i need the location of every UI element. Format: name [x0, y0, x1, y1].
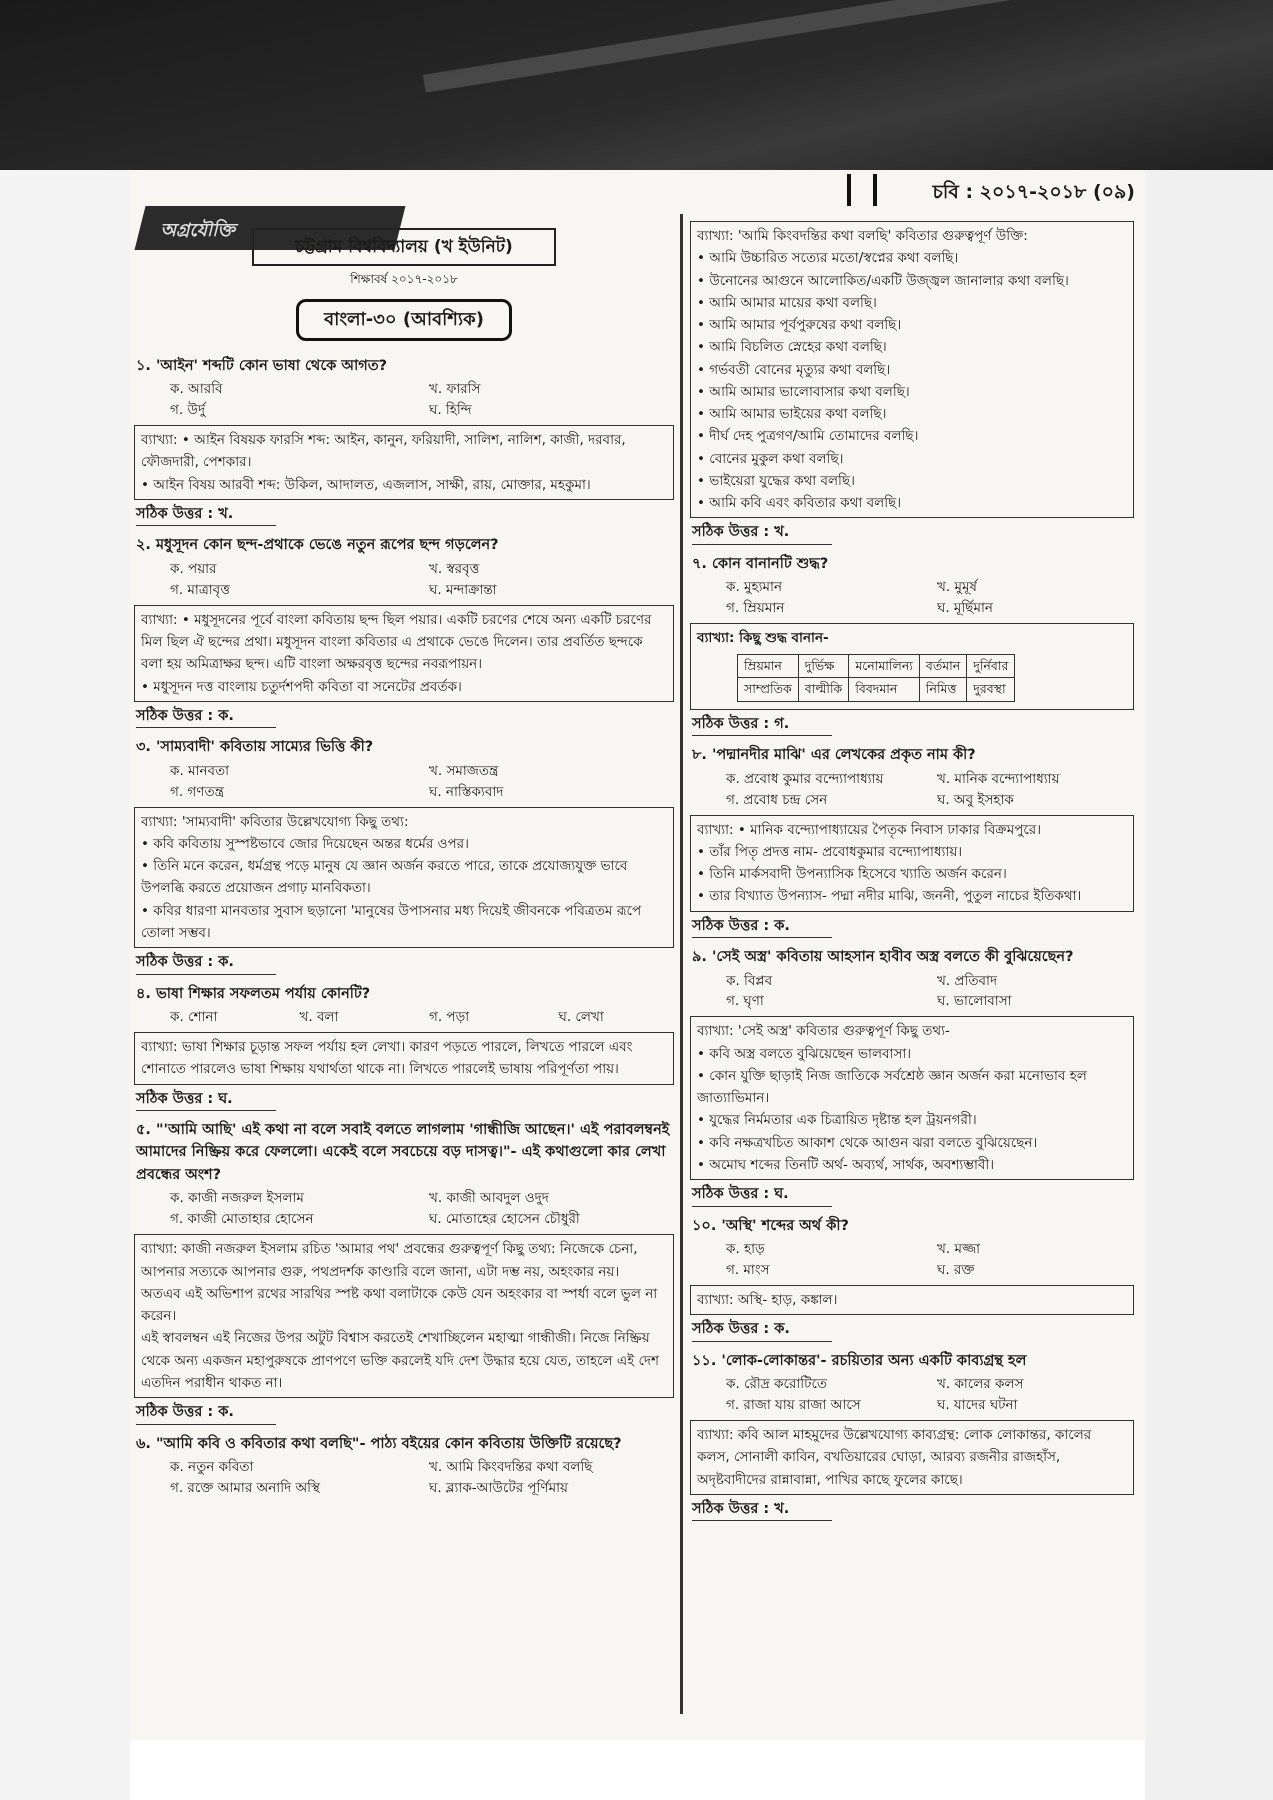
- option: ক. বিপ্লব: [726, 972, 773, 989]
- options-5: [170, 1188, 678, 1230]
- explanation-line: • কবি কবিতায় সুস্পষ্টভাবে জোর দিয়েছেন অন্তর ধর্মের ওপর।: [141, 835, 469, 852]
- option: খ. আমি কিংবদন্তির কথা বলছি: [429, 1459, 593, 1476]
- explanation-line: ব্যাখ্যা: • আইন বিষয়ক ফারসি শব্দ: আইন, কানুন, ফরিয়াদী, সালিশ, নালিশ, কাজী, দরবার, ফৌজদারী, পেশকার।: [141, 432, 626, 471]
- question-7: ৭. কোন বানানটি শুদ্ধ?: [692, 555, 829, 572]
- question-9: ৯. 'সেই অস্ত্র' কবিতায় আহসান হাবীব অস্ত্র বলতে কী বুঝিয়েছেন?: [692, 949, 1074, 966]
- explanation-line: ব্যাখ্যা: • মধুসূদনের পূর্বে বাংলা কবিতায় ছন্দ ছিল পয়ার। একটি চরণের শেষে অন্য একটি চরণের মিল ছিল ঐ ছন্দের প্রথা। মধুসূদন বাংলা কবিতার এ প্রথাকে ভেঙে দিলেন। তার প্রবর্তিত ছন্দকে বলা হয় অমিত্রাক্ষর ছন্দ। এটি বাংলা অক্ষরবৃত্ত ছন্দের নবরূপায়ন।: [141, 611, 652, 673]
- question-1: ১. 'আইন' শব্দটি কোন ভাষা থেকে আগত?: [136, 357, 388, 374]
- options-8: [726, 769, 1138, 811]
- option: ঘ. লেখা: [558, 1009, 604, 1026]
- brand-text: অগ্রযৌক্তি: [160, 220, 235, 241]
- option: গ. মাংস: [726, 1262, 770, 1279]
- explanation-line: ব্যাখ্যা: 'সাম্যবাদী' কবিতার উল্লেখযোগ্য কিছু তথ্য:: [141, 813, 409, 830]
- explanation-line: • তার বিখ্যাত উপন্যাস- পদ্মা নদীর মাঝি, জননী, পুতুল নাচের ইতিকথা।: [697, 888, 1082, 905]
- answer-3: সঠিক উত্তর : ক.: [136, 951, 276, 974]
- question-10: ১০. 'অস্থি' শব্দের অর্থ কী?: [692, 1217, 849, 1234]
- spelling-table: [737, 654, 1015, 702]
- table-cell: মনোমালিন্য: [849, 654, 920, 678]
- answer-10: সঠিক উত্তর : ক.: [692, 1318, 832, 1341]
- option: গ. উর্দু: [170, 402, 206, 419]
- explanation-line: • কবি নক্ষত্রখচিত আকাশ থেকে আগুন ঝরা বলতে বুঝিয়েছেন।: [697, 1134, 1038, 1151]
- option: খ. স্বরবৃত্ত: [429, 560, 480, 577]
- explanation-line: ব্যাখ্যা: 'আমি কিংবদন্তির কথা বলছি' কবিতার গুরুত্বপূর্ণ উক্তি:: [697, 228, 1028, 244]
- option: গ. পড়া: [429, 1009, 470, 1026]
- table-row: [738, 654, 1015, 678]
- explanation-line: • আইন বিষয় আরবী শব্দ: উকিল, আদালত, এজলাস, সাক্ষী, রায়, মোক্তার, মহকুমা।: [141, 476, 591, 493]
- option: ঘ. যাদের ঘটনা: [937, 1397, 1018, 1414]
- table-cell: বিবদমান: [849, 678, 920, 702]
- option: খ. মজ্জা: [937, 1241, 981, 1258]
- options-4: [170, 1007, 678, 1028]
- option: গ. কাজী মোতাহার হোসেন: [170, 1211, 314, 1228]
- explanation-line: • গর্ভবতী বোনের মৃত্যুর কথা বলছি।: [697, 361, 891, 378]
- option: গ. মাত্রাবৃত্ত: [170, 581, 230, 598]
- option: খ. কাজী আবদুল ওদুদ: [429, 1190, 549, 1207]
- option: ঘ. মূর্ছিমান: [937, 600, 993, 617]
- question-11: ১১. 'লোক-লোকান্তর'- রচয়িতার অন্য একটি কাব্যগ্রন্থ হল: [692, 1352, 1027, 1369]
- explanation-line: • আমি কবি এবং কবিতার কথা বলছি।: [697, 495, 902, 512]
- options-9: [726, 971, 1138, 1013]
- explanation-7: [690, 623, 1134, 710]
- options-7: [726, 577, 1138, 619]
- option: গ. ম্রিয়মান: [726, 600, 785, 617]
- option: ক. কাজী নজরুল ইসলাম: [170, 1190, 304, 1207]
- table-row: [738, 678, 1015, 702]
- explanation-line: • আমি আমার মায়ের কথা বলছি।: [697, 294, 877, 311]
- explanation-label: ব্যাখ্যা: কিছু শুদ্ধ বানান-: [697, 630, 829, 647]
- explanation-11: [690, 1420, 1134, 1495]
- answer-2: সঠিক উত্তর : ক.: [136, 705, 276, 728]
- option: ঘ. রক্ত: [937, 1262, 975, 1279]
- answer-7: সঠিক উত্তর : গ.: [692, 713, 832, 736]
- table-cell: বর্তমান: [919, 654, 966, 678]
- explanation-line: • তিনি মার্কসবাদী উপন্যাসিক হিসেবে খ্যাতি অর্জন করেন।: [697, 866, 1007, 883]
- light-streak: [423, 0, 1117, 93]
- options-2: [170, 559, 678, 601]
- answer-1: সঠিক উত্তর : খ.: [136, 503, 276, 526]
- option: ক. মুহ্যমান: [726, 579, 782, 596]
- explanation-line: • তিনি মনে করেন, ধর্মগ্রন্থ পড়ে মানুষ যে জ্ঞান অর্জন করতে পারে, তাকে প্রযোজ্যযুক্ত ভাবে উপলব্ধি করতে প্রয়োজন প্রগাঢ় মানবিকতা।: [141, 858, 628, 897]
- answer-8: সঠিক উত্তর : ক.: [692, 915, 832, 938]
- explanation-3: [134, 807, 674, 949]
- option: ঘ. ব্ল্যাক-আউটের পূর্ণিমায়: [429, 1479, 568, 1496]
- right-margin: [1145, 170, 1273, 1800]
- explanation-line: ব্যাখ্যা: কবি আল মাহমুদের উল্লেখযোগ্য কাব্যগ্রন্থ: লোক লোকান্তর, কালের কলস, সোনালী কাবিন, বখতিয়ারের ঘোড়া, আরব্য রজনীর রাজহাঁস, অদৃষ্টবাদীদের রান্নাবান্না, পাখির কাছে ফুলের কাছে।: [697, 1427, 1092, 1488]
- explanation-line: • ভাইয়েরা যুদ্ধের কথা বলছি।: [697, 472, 855, 489]
- explanation-line: • আমি আমার ভাইয়ের কথা বলছি।: [697, 406, 887, 423]
- option: ক. আরবি: [170, 381, 223, 398]
- university-title: চট্টগ্রাম বিশ্ববিদ্যালয় (খ ইউনিট): [252, 228, 556, 266]
- options-6: [170, 1457, 678, 1499]
- option: ক. পয়ার: [170, 560, 217, 577]
- explanation-1: [134, 425, 674, 500]
- answer-11: সঠিক উত্তর : খ.: [692, 1498, 832, 1521]
- explanation-line: • আমি বিচলিত স্নেহের কথা বলছি।: [697, 339, 887, 356]
- explanation-10: [690, 1285, 1134, 1315]
- answer-5: সঠিক উত্তর : ক.: [136, 1401, 276, 1424]
- explanation-line: • আমি আমার পূর্বপুরুষের কথা বলছি।: [697, 317, 902, 334]
- option: ক. শোনা: [170, 1009, 218, 1026]
- answer-4: সঠিক উত্তর : ঘ.: [136, 1088, 276, 1111]
- option: খ. কালের কলস: [937, 1376, 1024, 1393]
- options-10: [726, 1239, 1138, 1281]
- option: গ. ঘৃণা: [726, 993, 764, 1010]
- table-cell: দুর্নিবার: [967, 654, 1015, 678]
- subject-title: বাংলা-৩০ (আবশ্যিক): [296, 299, 512, 341]
- explanation-line: • বোনের মুকুল কথা বলছি।: [697, 450, 844, 467]
- option: খ. মুমূর্ষ: [937, 579, 977, 596]
- option: খ. মানিক বন্দ্যোপাধ্যায়: [937, 770, 1060, 787]
- explanation-line: • কবির ধারণা মানবতার সুবাস ছড়ানো 'মানুষের উপাসনার মধ্য দিয়েই জীবনকে পবিত্রতম রূপে তোলা সম্ভব।: [141, 902, 642, 941]
- explanation-line: ব্যাখ্যা: 'সেই অস্ত্র' কবিতার গুরুত্বপূর্ণ কিছু তথ্য-: [697, 1023, 950, 1040]
- option: ক. প্রবোধ কুমার বন্দ্যোপাধ্যায়: [726, 770, 884, 787]
- option: ক. মানবতা: [170, 762, 230, 779]
- option: ক. হাড়: [726, 1241, 765, 1258]
- option: খ. প্রতিবাদ: [937, 972, 998, 989]
- explanation-8: [690, 815, 1134, 912]
- option: ঘ. মোতাহের হোসেন চৌধুরী: [429, 1211, 580, 1228]
- option: ঘ. ভালোবাসা: [937, 993, 1012, 1010]
- option: ঘ. মন্দাক্রান্তা: [429, 581, 497, 598]
- option: ঘ. হিন্দি: [429, 402, 472, 419]
- explanation-line: ব্যাখ্যা: কাজী নজরুল ইসলাম রচিত 'আমার পথ' প্রবন্ধের গুরুত্বপূর্ণ কিছু তথ্য: নিজেকে চেনা, আপনার সত্যকে আপনার গুরু, পথপ্রদর্শক কাণ্ডারি বলে জানা, এটা দম্ভ নয়, অহংকার নয়।: [141, 1241, 638, 1280]
- page-header: [130, 170, 1145, 210]
- answer-6: সঠিক উত্তর : খ.: [692, 521, 832, 544]
- explanation-line: • উনোনের আগুনে আলোকিত/একটি উজ্জ্বল জানালার কথা বলছি।: [697, 272, 1069, 289]
- explanation-line: • তাঁর পিতৃ প্রদত্ত নাম- প্রবোধকুমার বন্দ্যোপাধ্যায়।: [697, 843, 963, 860]
- question-paper-page: [130, 170, 1145, 1740]
- question-6: ৬. "আমি কবি ও কবিতার কথা বলছি"- পাঠ্য বইয়ের কোন কবিতায় উক্তিটি রয়েছে?: [136, 1435, 622, 1452]
- option: খ. ফারসি: [429, 381, 481, 398]
- question-5: ৫. "'আমি আছি' এই কথা না বলে সবাই বলতে লাগলাম 'গান্ধীজি আছেন।' এই পরাবলম্বনই আমাদের নিষ্ক্রিয় করে ফেললো। একেই বলে সবচেয়ে বড় দাসত্ব।"- এই কথাগুলো কার লেখা প্রবন্ধের অংশ?: [136, 1122, 670, 1183]
- explanation-line: ব্যাখ্যা: অস্থি- হাড়, কঙ্কাল।: [697, 1292, 838, 1309]
- option: গ. রাজা যায় রাজা আসে: [726, 1397, 861, 1414]
- option: খ. সমাজতন্ত্র: [429, 762, 499, 779]
- explanation-6: [690, 221, 1134, 518]
- explanation-line: ব্যাখ্যা: ভাষা শিক্ষার চূড়ান্ত সফল পর্যায় হল লেখা। কারণ পড়তে পারলে, লিখতে পারলে এবং শোনাতে পারলেও ভাষা শিক্ষায় যথার্থতা থাকে না। লিখতে পারলেই ভাষায় পরিপূর্ণতা পায়।: [141, 1039, 633, 1078]
- option: গ. গণতন্ত্র: [170, 783, 224, 800]
- option: ক. নতুন কবিতা: [170, 1459, 254, 1476]
- left-margin: [0, 170, 130, 1800]
- table-cell: সাম্প্রতিক: [738, 678, 799, 702]
- explanation-line: এই স্বাবলম্বন এই নিজের উপর অটুট বিশ্বাস করতেই শেখাচ্ছিলেন মহাত্মা গান্ধীজী। নিজে নিষ্ক্রিয় থেকে অন্য একজন মহাপুরুষকে প্রাণপণে ভক্তি করলেই যদি দেশ উদ্ধার হয়ে যেত, তাহলে এই দেশ এতদিন পরাধীন থাকত না।: [141, 1330, 659, 1391]
- explanation-9: [690, 1016, 1134, 1180]
- explanation-line: অতএব এই অভিশাপ রথের সারথির স্পষ্ট কথা বলাটাকে কেউ যেন অহংকার বা স্পর্ধা বলে ভুল না করেন।: [141, 1285, 658, 1325]
- right-column: [686, 218, 1138, 1718]
- question-2: ২. মধুসূদন কোন ছন্দ-প্রথাকে ভেঙে নতুন রূপের ছন্দ গড়লেন?: [136, 537, 499, 554]
- option: গ. রক্তে আমার অনাদি অস্থি: [170, 1479, 320, 1496]
- option: ঘ. অবু ইসহাক: [937, 791, 1014, 808]
- dark-background-band: [0, 0, 1273, 170]
- left-column: [130, 218, 678, 1718]
- explanation-line: • যুদ্ধের নির্মমতার এক চিত্রায়িত দৃষ্টান্ত হল ট্রয়নগরী।: [697, 1112, 977, 1129]
- explanation-2: [134, 605, 674, 702]
- table-cell: দুরবস্থা: [967, 678, 1015, 702]
- option: ক. রৌদ্র করোটিতে: [726, 1376, 828, 1393]
- explanation-line: • আমি উচ্চারিত সত্যের মতো/স্বপ্নের কথা বলছি।: [697, 250, 959, 267]
- header-code: চবি : ২০১৭-২০১৮ (০৯): [932, 181, 1135, 203]
- explanation-line: • মধুসূদন দত্ত বাংলায় চতুর্দশপদী কবিতা বা সনেটের প্রবর্তক।: [141, 678, 462, 695]
- options-11: [726, 1374, 1138, 1416]
- table-cell: বাল্মীকি: [798, 678, 849, 702]
- explanation-line: • কবি অস্ত্র বলতে বুঝিয়েছেন ভালবাসা।: [697, 1045, 912, 1062]
- explanation-4: [134, 1032, 674, 1085]
- header-bars: [847, 174, 877, 206]
- explanation-line: • কোন যুক্তি ছাড়াই নিজ জাতিকে সর্বশ্রেষ্ঠ জ্ঞান অর্জন করা মনোভাব হল জাত্যাভিমান।: [697, 1067, 1087, 1107]
- table-cell: ম্রিয়মান: [738, 654, 799, 678]
- explanation-line: • অমোঘ শব্দের তিনটি অর্থ- অব্যর্থ, সার্থক, অবশ্যম্ভাবী।: [697, 1156, 995, 1173]
- explanation-line: ব্যাখ্যা: • মানিক বন্দ্যোপাধ্যায়ের পৈতৃক নিবাস ঢাকার বিক্রমপুরে।: [697, 821, 1042, 838]
- answer-9: সঠিক উত্তর : ঘ.: [692, 1183, 832, 1206]
- table-cell: নিমিত্ত: [919, 678, 966, 702]
- column-separator: [680, 214, 683, 1714]
- option: ঘ. নাস্তিক্যবাদ: [429, 783, 504, 800]
- option: খ. বলা: [299, 1009, 339, 1026]
- table-cell: দুর্ভিক্ষ: [798, 654, 849, 678]
- question-4: ৪. ভাষা শিক্ষার সফলতম পর্যায় কোনটি?: [136, 985, 371, 1002]
- explanation-line: • দীর্ঘ দেহ পুত্রগণ/আমি তোমাদের বলছি।: [697, 428, 919, 445]
- question-3: ৩. 'সাম্যবাদী' কবিতায় সাম্যের ভিত্তি কী?: [136, 739, 374, 756]
- option: গ. প্রবোধ চন্দ্র সেন: [726, 791, 828, 808]
- explanation-5: [134, 1234, 674, 1398]
- question-8: ৮. 'পদ্মানদীর মাঝি' এর লেখকের প্রকৃত নাম কী?: [692, 747, 976, 764]
- explanation-line: • আমি আমার ভালোবাসার কথা বলছি।: [697, 383, 910, 400]
- options-3: [170, 761, 678, 803]
- options-1: [170, 379, 678, 421]
- session-text: শিক্ষাবর্ষ ২০১৭-২০১৮: [350, 272, 458, 287]
